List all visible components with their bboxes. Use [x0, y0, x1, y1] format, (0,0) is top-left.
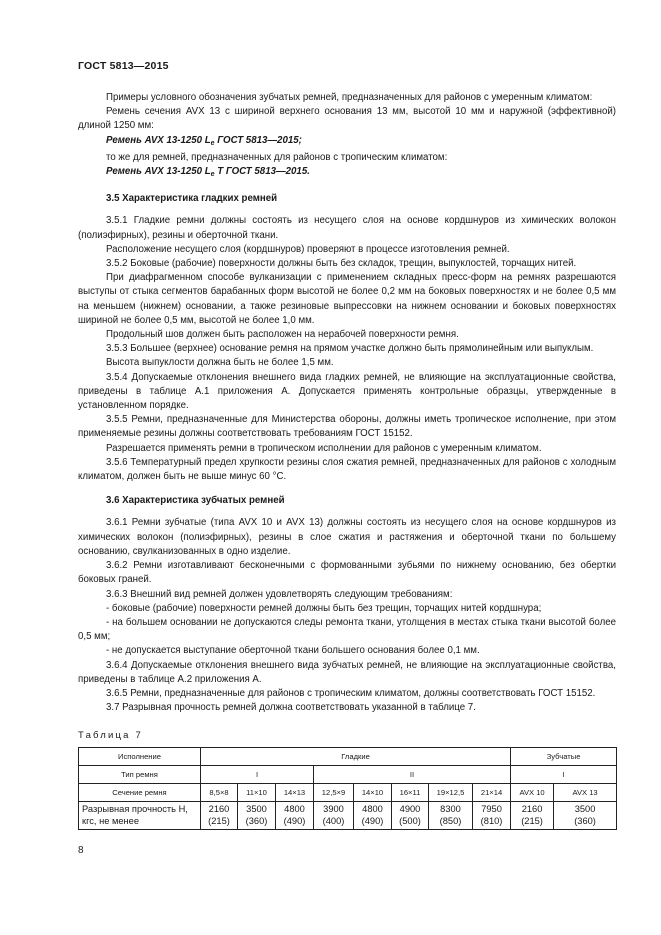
- paragraph: 3.6.4 Допускаемые отклонения внешнего вида зубчатых ремней, не влияющие на эксплуатационные свойства, приведены в таблице А.2 приложения А.: [78, 659, 616, 685]
- paragraph: Разрешается применять ремни в тропическом исполнении для районов с умеренным климатом.: [106, 442, 542, 454]
- value-newtons: 4800: [284, 804, 305, 814]
- value-kgf: (850): [439, 815, 462, 826]
- value-kgf: (360): [245, 815, 268, 826]
- table-row: [79, 784, 617, 802]
- table-row: [79, 766, 617, 784]
- paragraph: 3.6.1 Ремни зубчатые (типа AVX 10 и AVX 13) должны состоять из несущего слоя на основе кордшнуров из химических волокон (полиэфирных), резины в слое сжатия и растяжения и оберточной ткани по большему основанию, свулканизованных в одно изделие.: [78, 517, 616, 557]
- paragraph: 3.5.5 Ремни, предназначенные для Министерства обороны, должны иметь тропическое исполнение, при этом применяемые резины должны соответствовать требованиям ГОСТ 15152.: [78, 414, 616, 440]
- section-cell: 14×13: [276, 784, 314, 802]
- designation-subscript: e: [210, 139, 215, 147]
- value-newtons: 4900: [399, 804, 421, 814]
- designation-example-tropical: [78, 165, 616, 182]
- value-cell: [554, 802, 617, 830]
- value-cell: [276, 802, 314, 830]
- main-text: [78, 91, 616, 715]
- paragraph: 3.5.1 Гладкие ремни должны состоять из несущего слоя на основе кордшнуров из химических волокон (полиэфирных), резины и оберточной ткани.: [78, 215, 616, 241]
- table-row: [79, 802, 617, 830]
- paragraph: Расположение несущего слоя (кордшнуров) проверяют в процессе изготовления ремней.: [106, 243, 510, 255]
- paragraph: 3.5.2 Боковые (рабочие) поверхности должны быть без складок, трещин, выпуклостей, торчащих нитей.: [106, 258, 577, 270]
- value-kgf: (215): [521, 815, 543, 826]
- value-kgf: (810): [480, 815, 503, 826]
- designation-text: Ремень AVX 13-1250 L: [106, 166, 211, 178]
- value-newtons: 4800: [362, 804, 383, 814]
- paragraph: то же для ремней, предназначенных для районов с тропическим климатом:: [106, 151, 448, 163]
- header-cell: Зубчатые: [511, 748, 617, 766]
- header-cell: I: [201, 766, 314, 784]
- paragraph: 3.6.5 Ремни, предназначенные для районов с тропическим климатом, должны соответствовать ГОСТ 15152.: [106, 687, 596, 699]
- section-cell: AVX 10: [511, 784, 554, 802]
- value-cell: [314, 802, 354, 830]
- paragraph: При диафрагменном способе вулканизации с применением складных пресс-форм на ремнях разрешаются выступы от стыка сегментов барабанных форм высотой не более 0,2 мм на боковых поверхностях и не более 0,5 мм на меньшем (нижнем) основании, а также резиновые выпрессовки на нижнем основании и боковых поверхностях шириной не более 0,5 мм, высотой не более 1,0 мм.: [78, 272, 616, 326]
- paragraph: Высота выпуклости должна быть не более 1,5 мм.: [106, 357, 334, 369]
- running-header: ГОСТ 5813—2015: [78, 60, 169, 72]
- paragraph: 3.7 Разрывная прочность ремней должна соответствовать указанной в таблице 7.: [106, 702, 476, 714]
- value-newtons: 8300: [440, 804, 461, 814]
- value-newtons: 2160: [521, 804, 543, 814]
- paragraph: Ремень сечения AVX 13 с шириной верхнего основания 13 мм, высотой 10 мм и наружной (эффективной) длиной 1250 мм:: [78, 106, 616, 132]
- value-newtons: 3500: [246, 804, 267, 814]
- section-heading: 3.5 Характеристика гладких ремней: [106, 193, 278, 205]
- designation-text: Т ГОСТ 5813—2015.: [214, 166, 310, 178]
- paragraph: 3.6.2 Ремни изготавливают бесконечными с формованными зубьями по нижнему основанию, без обертки боковых граней.: [78, 560, 616, 586]
- section-cell: 16×11: [392, 784, 429, 802]
- breaking-strength-table: [78, 747, 617, 830]
- value-kgf: (215): [208, 815, 230, 826]
- paragraph: Продольный шов должен быть расположен на нерабочей поверхности ремня.: [106, 329, 459, 341]
- section-cell: 8,5×8: [201, 784, 238, 802]
- value-cell: [511, 802, 554, 830]
- value-cell: [473, 802, 511, 830]
- paragraph: 3.6.3 Внешний вид ремней должен удовлетворять следующим требованиям:: [106, 588, 453, 600]
- value-newtons: 3900: [323, 804, 344, 814]
- header-cell: Гладкие: [201, 748, 511, 766]
- value-newtons: 3500: [574, 804, 596, 814]
- header-cell: II: [314, 766, 511, 784]
- row-label: Разрывная прочность Н, кгс, не менее: [79, 802, 201, 830]
- value-newtons: 2160: [208, 804, 230, 814]
- table-caption: Таблица 7: [78, 730, 143, 741]
- section-cell: 12,5×9: [314, 784, 354, 802]
- header-cell: Исполнение: [79, 748, 201, 766]
- section-cell: 21×14: [473, 784, 511, 802]
- value-kgf: (360): [574, 815, 596, 826]
- paragraph: 3.5.4 Допускаемые отклонения внешнего вида гладких ремней, не влияющие на эксплуатационные свойства, приведены в таблице А.1 приложения А. Допускается применять контрольные образцы, утвержденные в установленном порядке.: [78, 371, 616, 412]
- header-cell: Сечение ремня: [79, 784, 201, 802]
- paragraph: 3.5.6 Температурный предел хрупкости резины слоя сжатия ремней, предназначенных для районов с холодным климатом, должен быть не выше минус 60 °С.: [78, 456, 616, 483]
- section-cell: 14×10: [354, 784, 392, 802]
- list-item: - боковые (рабочие) поверхности ремней должны быть без трещин, торчащих нитей кордшнура;: [106, 602, 542, 614]
- section-cell: AVX 13: [554, 784, 617, 802]
- header-cell: Тип ремня: [79, 766, 201, 784]
- value-kgf: (500): [399, 815, 421, 826]
- section-heading: 3.6 Характеристика зубчатых ремней: [106, 495, 285, 507]
- value-kgf: (490): [283, 815, 306, 826]
- value-newtons: 7950: [481, 804, 502, 814]
- table-row: [79, 748, 617, 766]
- value-cell: [429, 802, 473, 830]
- designation-text: ГОСТ 5813—2015;: [214, 134, 302, 146]
- paragraph: 3.5.3 Большее (верхнее) основание ремня на прямом участке должно быть прямолинейным или выпуклым.: [106, 343, 594, 355]
- value-cell: [238, 802, 276, 830]
- list-item: - не допускается выступание оберточной ткани большего основания более 0,1 мм.: [106, 645, 480, 657]
- page-number: 8: [78, 845, 84, 856]
- designation-example-temperate: [78, 134, 616, 151]
- designation-subscript: e: [210, 171, 215, 179]
- section-cell: 19×12,5: [429, 784, 473, 802]
- value-kgf: (400): [322, 815, 345, 826]
- paragraph: Примеры условного обозначения зубчатых ремней, предназначенных для районов с умеренным климатом:: [106, 92, 593, 103]
- list-item: - на большем основании не допускаются следы ремонта ткани, утолщения в местах стыка ткани высотой более 0,5 мм;: [78, 616, 616, 643]
- designation-text: Ремень AVX 13-1250 L: [106, 134, 211, 146]
- value-cell: [201, 802, 238, 830]
- header-cell: I: [511, 766, 617, 784]
- value-cell: [392, 802, 429, 830]
- value-kgf: (490): [361, 815, 384, 826]
- section-cell: 11×10: [238, 784, 276, 802]
- value-cell: [354, 802, 392, 830]
